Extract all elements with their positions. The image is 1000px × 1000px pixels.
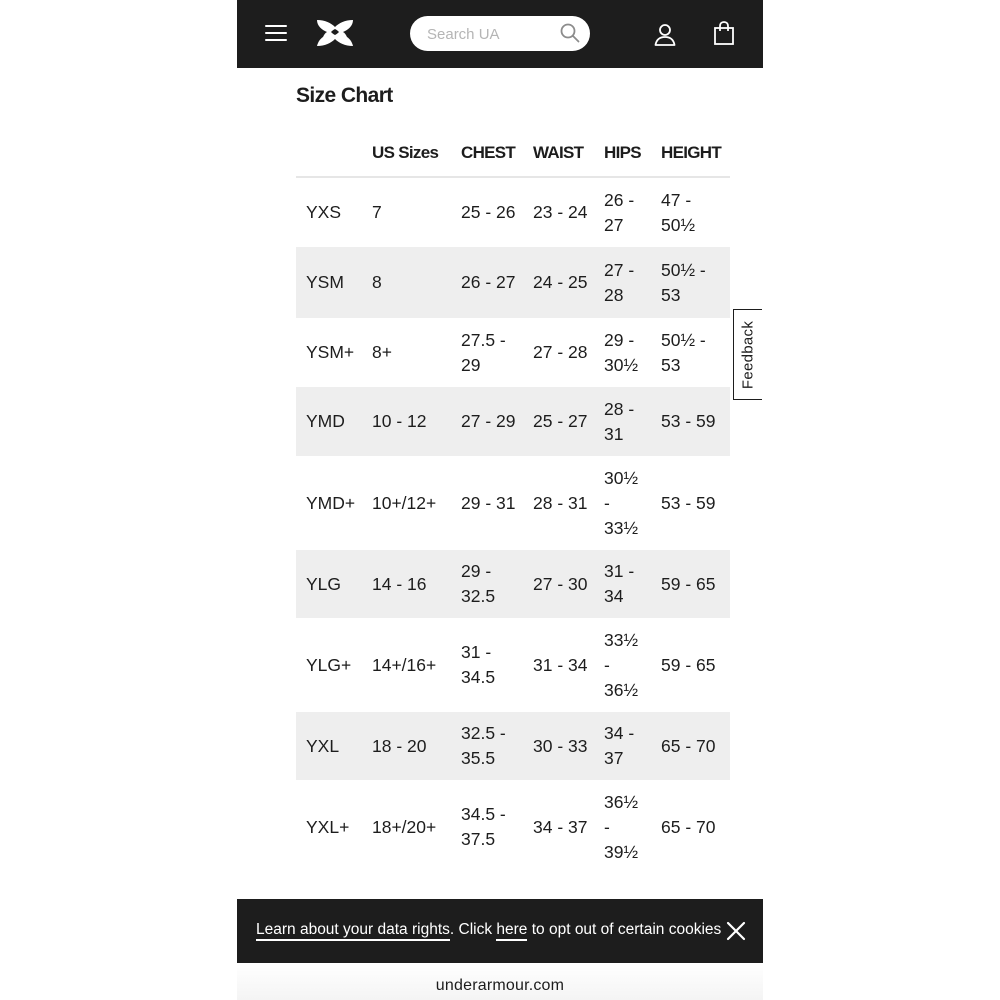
table-cell: YSM+ [306,342,355,362]
table-cell: 10 - 12 [362,387,451,456]
table-cell: 26 - 27 [604,189,635,235]
table-cell: 10+/12+ [372,492,437,513]
table-cell: 53 - 59 [661,492,716,513]
bag-icon[interactable] [713,21,735,45]
table-cell: 28 - 31 [594,387,651,456]
table-cell: 25 - 27 [523,387,594,456]
table-cell: 31 - 34 [533,654,588,675]
table-cell: 25 - 26 [461,202,516,222]
table-cell: 14+/16+ [372,654,437,675]
table-cell: 36½ - 39½ [604,791,639,862]
table-cell: 31 - 34 [594,550,651,618]
data-rights-link[interactable]: Learn about your data rights [256,921,450,941]
table-cell: 47 - 50½ [661,189,696,235]
table-cell: 50½ - 53 [651,247,730,318]
column-header: WAIST [523,130,594,177]
table-row [296,780,730,874]
table-cell: 18+/20+ [372,816,437,837]
menu-icon[interactable] [265,24,287,42]
table-cell: YMD+ [306,492,356,513]
table-cell: 23 - 24 [533,202,588,222]
column-header: CHEST [451,130,523,177]
table-cell: 30½ - 33½ [604,467,639,538]
table-cell: YXL+ [306,816,350,837]
account-icon[interactable] [653,22,677,46]
table-cell: 34 - 37 [533,816,588,837]
table-cell: 27 - 28 [533,342,588,362]
feedback-label: Feedback [739,320,757,389]
table-cell: 33½ - 36½ [604,629,639,700]
close-icon[interactable] [726,921,746,941]
feedback-tab[interactable] [733,309,762,400]
table-cell: 27 - 29 [451,387,523,456]
column-header: HEIGHT [651,130,730,177]
column-header: HIPS [594,130,651,177]
table-cell: 32.5 - 35.5 [451,712,523,780]
top-navigation-bar [237,0,763,68]
page-title: Size Chart [296,84,393,107]
table-cell: YXS [306,202,342,222]
table-cell: 59 - 65 [651,550,730,618]
table-cell: YMD [296,387,362,456]
table-row [296,247,730,318]
table-cell: 53 - 59 [651,387,730,456]
table-cell: YXL [296,712,362,780]
table-row [296,550,730,618]
table-cell: 65 - 70 [661,816,716,837]
table-cell: 65 - 70 [651,712,730,780]
mobile-page [237,0,763,1000]
column-header: US Sizes [362,130,451,177]
cookie-message [256,921,721,939]
table-cell: 50½ - 53 [661,329,706,375]
search-input[interactable] [425,22,559,47]
table-cell: 31 - 34.5 [461,642,496,687]
table-cell: YSM [296,247,362,318]
table-cell: YLG+ [306,654,352,675]
size-chart-table [296,130,730,874]
browser-address-bar[interactable] [237,963,763,1000]
search-box [410,16,590,51]
table-cell: 24 - 25 [523,247,594,318]
table-row [296,177,730,247]
table-cell: 14 - 16 [362,550,451,618]
table-cell: 27 - 30 [523,550,594,618]
cookie-text-part: . Click [449,921,497,938]
cookie-text-part: to opt out of certain cookies [527,921,722,938]
table-cell: 34 - 37 [594,712,651,780]
table-cell: 28 - 31 [533,492,588,513]
table-cell: 18 - 20 [362,712,451,780]
table-row [296,318,730,387]
table-cell: 8+ [372,342,392,362]
search-icon[interactable] [560,23,580,43]
table-cell: 30 - 33 [523,712,594,780]
table-cell: 8 [362,247,451,318]
table-cell: 29 - 31 [461,492,516,513]
under-armour-logo[interactable] [315,18,355,48]
url-text: underarmour.com [435,977,565,994]
column-header [296,130,362,177]
table-row [296,387,730,456]
table-cell: 26 - 27 [451,247,523,318]
table-cell: 27 - 28 [594,247,651,318]
table-row [296,456,730,550]
table-row [296,618,730,712]
table-cell: YLG [296,550,362,618]
table-cell: 59 - 65 [661,654,716,675]
cookie-banner [237,899,763,963]
table-cell: 29 - 32.5 [451,550,523,618]
table-cell: 34.5 - 37.5 [461,804,506,849]
table-cell: 29 - 30½ [604,329,639,375]
table-cell: 7 [372,202,382,222]
table-cell: 27.5 - 29 [461,329,506,375]
opt-out-here-link[interactable]: here [496,921,527,941]
table-header-row [296,130,730,177]
table-row [296,712,730,780]
